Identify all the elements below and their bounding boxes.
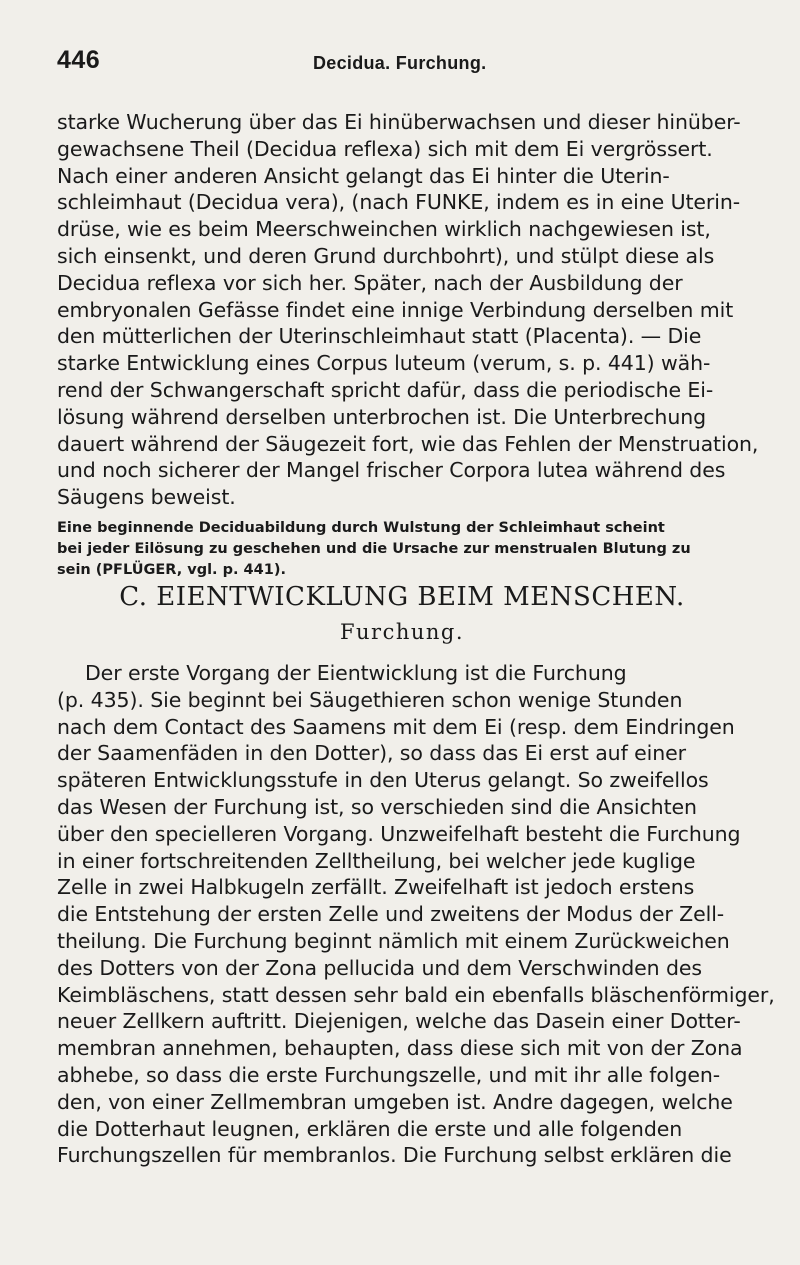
text-line: Furchungszellen für membranlos. Die Furchung selbst erklären die	[57, 1143, 732, 1168]
paragraph-furchung	[57, 660, 775, 1169]
sub-heading: Furchung.	[339, 620, 465, 644]
text-line: nach dem Contact des Saamens mit dem Ei (resp. dem Eindringen	[57, 714, 735, 739]
text-line: sich einsenkt, und deren Grund durchbohrt), und stülpt diese als	[57, 243, 715, 268]
text-line: und noch sicherer der Mangel frischer Corpora lutea während des	[57, 458, 726, 483]
running-head: Decidua. Furchung.	[313, 53, 487, 73]
fine-print-line: sein (PFLÜGER, vgl. p. 441).	[57, 562, 286, 578]
text-line: das Wesen der Furchung ist, so verschieden sind die Ansichten	[57, 794, 697, 819]
page-header	[57, 46, 747, 86]
fine-print-line: bei jeder Eilösung zu geschehen und die Ursache zur menstrualen Blutung zu	[57, 541, 691, 557]
text-line: gewachsene Theil (Decidua reflexa) sich mit dem Ei vergrössert.	[57, 136, 713, 161]
fine-print-line: Eine beginnende Deciduabildung durch Wulstung der Schleimhaut scheint	[57, 520, 665, 536]
text-line: Nach einer anderen Ansicht gelangt das Ei hinter die Uterin-	[57, 163, 670, 188]
text-line: lösung während derselben unterbrochen ist. Die Unterbrechung	[57, 404, 707, 429]
text-line: späteren Entwicklungsstufe in den Uterus gelangt. So zweifellos	[57, 768, 709, 793]
text-line: Decidua reflexa vor sich her. Später, nach der Ausbildung der	[57, 270, 683, 295]
text-line: in einer fortschreitenden Zelltheilung, bei welcher jede kuglige	[57, 848, 696, 873]
text-line: über den specielleren Vorgang. Unzweifelhaft besteht die Furchung	[57, 821, 741, 846]
text-line: Säugens beweist.	[57, 485, 236, 510]
text-line: die Dotterhaut leugnen, erklären die erste und alle folgenden	[57, 1116, 683, 1141]
text-line: starke Entwicklung eines Corpus luteum (verum, s. p. 441) wäh-	[57, 351, 711, 376]
text-line: theilung. Die Furchung beginnt nämlich mit einem Zurückweichen	[57, 928, 730, 953]
text-line: Der erste Vorgang der Eientwicklung ist die Furchung	[85, 661, 627, 685]
text-line: dauert während der Säugezeit fort, wie das Fehlen der Menstruation,	[57, 431, 759, 456]
text-line: schleimhaut (Decidua vera), (nach FUNKE, indem es in eine Uterin-	[57, 190, 741, 215]
text-line: drüse, wie es beim Meerschweinchen wirklich nachgewiesen ist,	[57, 217, 711, 242]
paragraph-decidua	[57, 109, 759, 511]
text-line: membran annehmen, behaupten, dass diese sich mit von der Zona	[57, 1036, 743, 1061]
text-line: abhebe, so dass die erste Furchungszelle, und mit ihr alle folgen-	[57, 1062, 721, 1087]
fine-print-note	[57, 518, 747, 581]
text-line: die Entstehung der ersten Zelle und zweitens der Modus der Zell-	[57, 902, 725, 927]
text-line: rend der Schwangerschaft spricht dafür, dass die periodische Ei-	[57, 377, 714, 402]
text-line: des Dotters von der Zona pellucida und dem Verschwinden des	[57, 955, 702, 980]
text-line: Zelle in zwei Halbkugeln zerfällt. Zweifelhaft ist jedoch erstens	[57, 875, 695, 900]
text-line: starke Wucherung über das Ei hinüberwachsen und dieser hinüber-	[57, 110, 741, 134]
text-line: Keimbläschens, statt dessen sehr bald ein ebenfalls bläschenförmiger,	[57, 982, 775, 1007]
section-heading: C. EIENTWICKLUNG BEIM MENSCHEN.	[119, 582, 685, 612]
text-line: neuer Zellkern auftritt. Diejenigen, welche das Dasein einer Dotter-	[57, 1009, 741, 1034]
text-line: embryonalen Gefässe findet eine innige Verbindung derselben mit	[57, 297, 734, 322]
text-line: den, von einer Zellmembran umgeben ist. Andre dagegen, welche	[57, 1089, 733, 1114]
page-number: 446	[57, 46, 101, 74]
text-line: der Saamenfäden in den Dotter), so dass das Ei erst auf einer	[57, 741, 686, 766]
text-line: (p. 435). Sie beginnt bei Säugethieren schon wenige Stunden	[57, 687, 683, 712]
text-line: den mütterlichen der Uterinschleimhaut statt (Placenta). — Die	[57, 324, 702, 349]
